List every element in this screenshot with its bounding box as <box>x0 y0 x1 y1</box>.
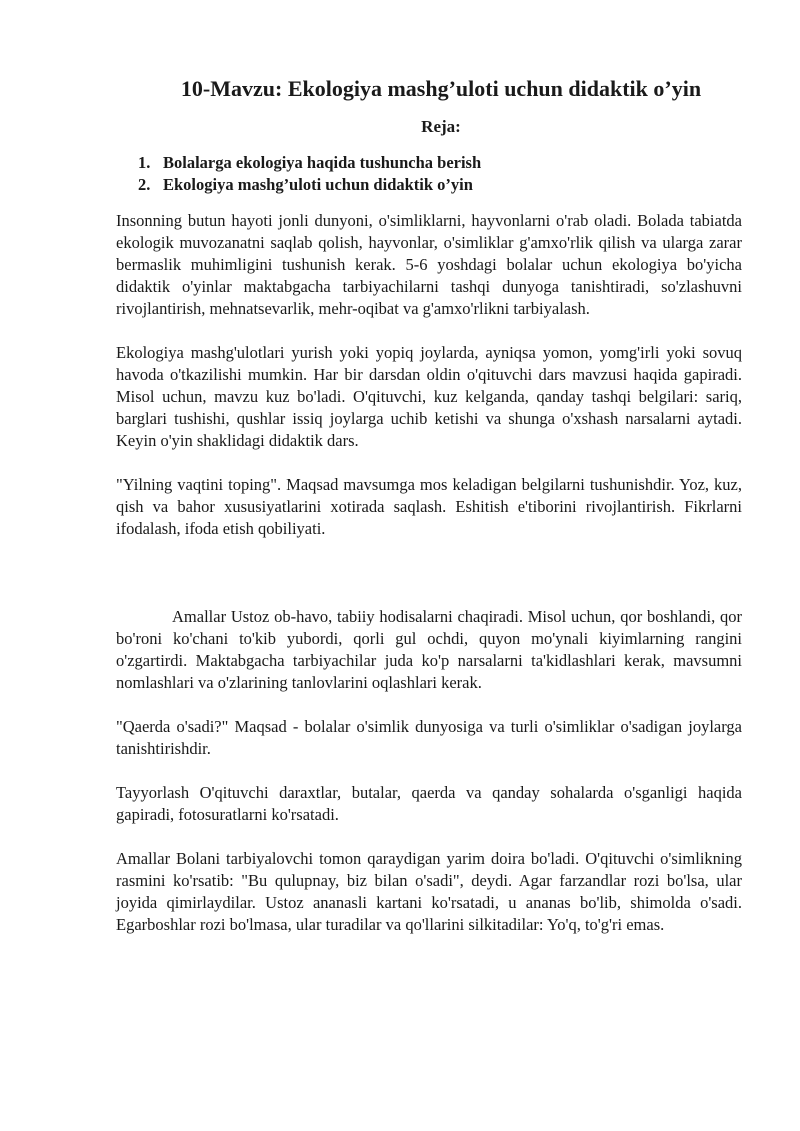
plan-item <box>138 152 742 174</box>
plan-heading: Reja: <box>421 117 461 136</box>
paragraph-preparation: Tayyorlash O'qituvchi daraxtlar, butalar, qaerda va qanday sohalarda o'sganligi haqida gapiradi, fotosuratlarni ko'rsatadi. <box>116 783 742 824</box>
paragraph-ecology-lessons: Ekologiya mashg'ulotlari yurish yoki yopiq joylarda, ayniqsa yomon, yomg'irli yoki sovuq havoda o'tkazilishi mumkin. Har bir darsdan oldin o'qituvchi dars mavzusi haqida gapiradi. Misol uchun, mavzu kuz bo'ladi. O'qituvchi, kuz kelganda, qanday tashqi belgilari: sariq, barglari tushishi, qushlar issiq joylarga uchib ketishi va shunga o'xshash narsalarni aytadi. Keyin o'yin shaklidagi didaktik dars. <box>116 343 742 450</box>
plan-list <box>116 152 742 196</box>
paragraph-season-game: "Yilning vaqtini toping". Maqsad mavsumga mos keladigan belgilarni tushunishdir. Yoz, kuz, qish va bahor xususiyatlarini xotirada saqlash. Eshitish e'tiborini rivojlantirish. Fikrlarni ifodalash, ifoda etish qobiliyati. <box>116 475 742 538</box>
document-title: 10-Mavzu: Ekologiya mashg’uloti uchun didaktik o’yin <box>180 76 702 101</box>
paragraph-season-actions: Amallar Ustoz ob-havo, tabiiy hodisalarni chaqiradi. Misol uchun, qor boshlandi, qor bo'roni ko'chani to'kib yubordi, qorli gul ochdi, quyon mo'ynali kiyimlarning rangini o'zgartirdi. Maktabgacha tarbiyachilar juda ko'p narsalarni ta'kidlashlari kerak, mavsumni nomlashlari va o'zlarining tanlovlarini oqlashlari kerak. <box>116 607 742 692</box>
paragraph-where-grows-game: "Qaerda o'sadi?" Maqsad - bolalar o'simlik dunyosiga va turli o'simliklar o'sadigan joylarga tanishtirishdir. <box>116 717 742 758</box>
paragraph-plant-actions: Amallar Bolani tarbiyalovchi tomon qaraydigan yarim doira bo'ladi. O'qituvchi o'simlikning rasmini ko'rsatib: "Bu qulupnay, biz bilan o'sadi", deydi. Agar farzandlar rozi bo'lsa, ular joyida qimirlaydilar. Ustoz ananasli kartani ko'rsatadi, u ananas bo'lib, shimolda o'sadi. Egarboshlar rozi bo'lmasa, ular turadilar va qo'llarini silkitadilar: Yo'q, to'g'ri emas. <box>116 849 742 934</box>
paragraph-intro: Insonning butun hayoti jonli dunyoni, o'simliklarni, hayvonlarni o'rab oladi. Bolada tabiatda ekologik muvozanatni saqlab qolish, hayvonlar, o'simliklar g'amxo'rlik qilish va ularga zarar bermaslik muhimligini tushunish kerak. 5-6 yoshdagi bolalar uchun ekologiya bo'yicha didaktik o'yinlar maktabgacha tarbiyachilarni tashqi dunyoga tanishtiradi, so'zlashuvni rivojlantirish, mehnatsevarlik, mehr-oqibat va g'amxo'rlikni tarbiyalash. <box>116 211 742 318</box>
plan-item-number: 2. <box>138 175 151 194</box>
plan-item-number: 1. <box>138 153 151 172</box>
plan-item-text: Bolalarga ekologiya haqida tushuncha berish <box>163 153 482 172</box>
document-page <box>116 74 742 936</box>
plan-item <box>138 174 742 196</box>
plan-item-text: Ekologiya mashg’uloti uchun didaktik o’yin <box>163 175 473 194</box>
